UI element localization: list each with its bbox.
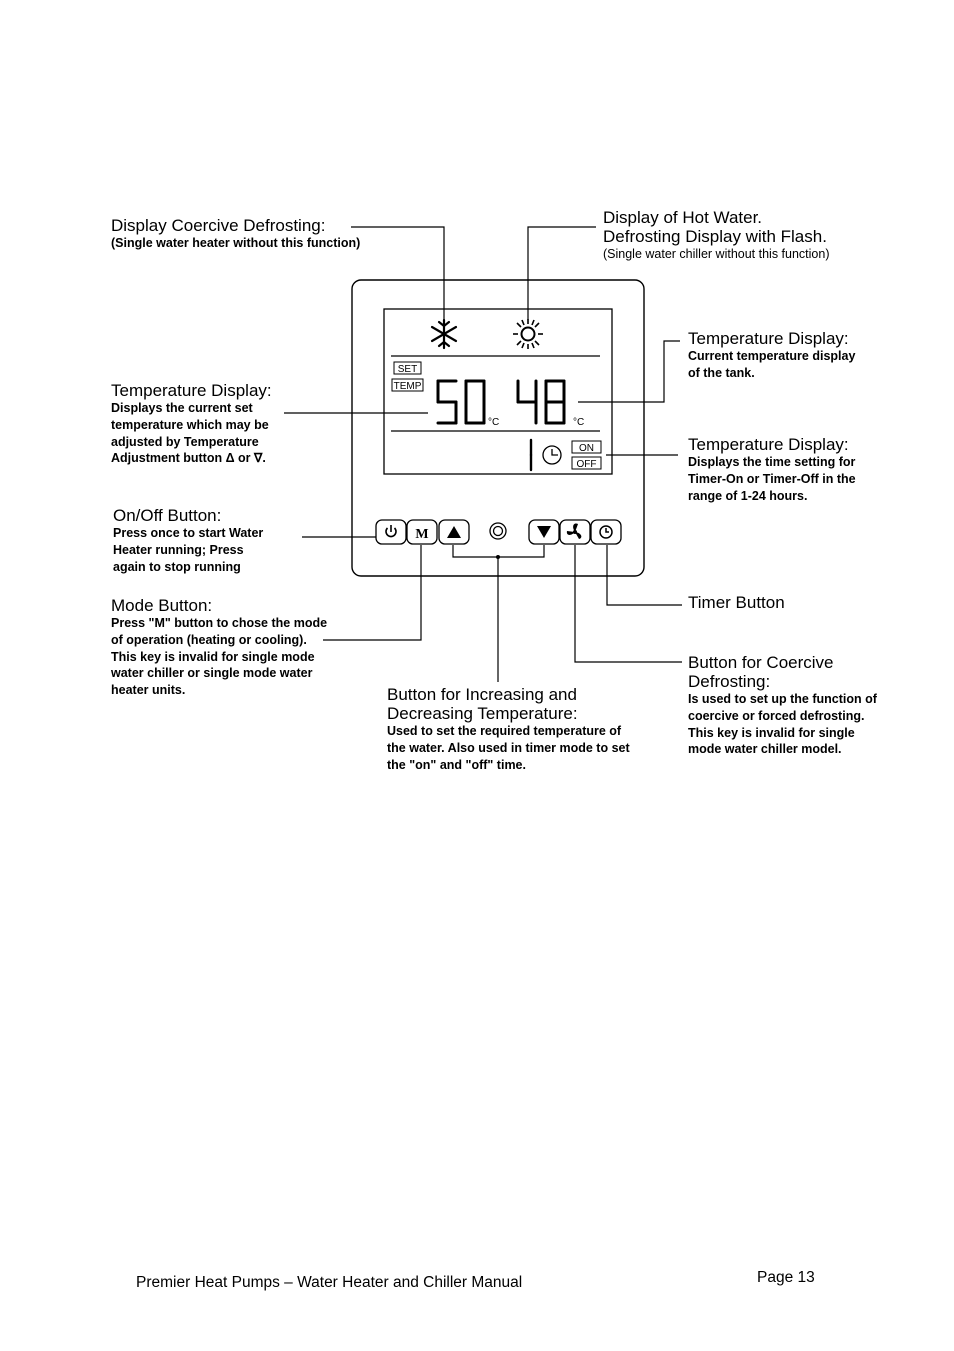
callout-desc-line: of operation (heating or cooling). (111, 632, 307, 647)
callout-desc-line: coercive or forced defrosting. (688, 708, 865, 723)
callout-desc-line: the water. Also used in timer mode to set (387, 740, 630, 755)
callout-title: On/Off Button: (113, 506, 222, 525)
power-icon (386, 525, 396, 537)
callout-title-line2: Decreasing Temperature: (387, 704, 578, 723)
callout-desc-line: of the tank. (688, 365, 755, 380)
callout-title-line2: Defrosting Display with Flash. (603, 227, 827, 246)
tank-temperature-digits (518, 381, 564, 423)
sun-icon (513, 319, 543, 349)
callout-coercive-defrost-display (111, 216, 360, 252)
callout-title: Temperature Display: (688, 435, 849, 454)
callout-timer-button (688, 593, 785, 612)
footer-manual-title: Premier Heat Pumps – Water Heater and Chiller Manual (136, 1274, 523, 1291)
fan-icon (567, 523, 581, 539)
clock-icon (543, 446, 561, 464)
leader-line-mode (323, 545, 421, 640)
callout-coercive-defrost-button (688, 653, 877, 758)
callout-desc-line: Displays the time setting for (688, 455, 856, 469)
callout-desc-line: Timer-On or Timer-Off in the (688, 471, 856, 486)
callout-desc: (Single water chiller without this function) (603, 247, 830, 261)
leader-line-fan (575, 545, 682, 662)
center-dot-icon (490, 523, 506, 539)
tank-temp-unit: °C (573, 417, 585, 428)
callout-inc-dec-button (387, 685, 630, 773)
callout-temp-display-timer (688, 435, 856, 504)
callout-desc-line: heater units. (111, 683, 186, 698)
off-label: OFF (576, 459, 597, 470)
callout-temp-display-set (111, 381, 272, 467)
callout-title: Temperature Display: (688, 329, 849, 348)
junction-dot (496, 555, 500, 559)
callout-title-line1: Display of Hot Water. (603, 208, 763, 227)
callout-desc-line: Current temperature display (688, 349, 856, 363)
callout-desc-line: Adjustment button Δ or ∇. (111, 451, 266, 466)
callout-desc-line: Heater running; Press (113, 542, 244, 557)
callout-title-line1: Button for Increasing and (387, 685, 577, 704)
timer-icon (600, 526, 612, 538)
callout-title: Display Coercive Defrosting: (111, 216, 326, 235)
callout-title: Timer Button (688, 593, 785, 612)
callout-mode-button (111, 596, 327, 699)
callout-desc-line: mode water chiller model. (688, 742, 842, 757)
callout-desc-line: Press "M" button to chose the mode (111, 616, 328, 630)
temp-label: TEMP (393, 381, 422, 392)
callout-desc-line: temperature which may be (111, 417, 269, 432)
callout-title: Temperature Display: (111, 381, 272, 400)
callout-desc-line: adjusted by Temperature (111, 434, 259, 449)
callout-desc: (Single water heater without this function) (111, 236, 361, 250)
leader-line-tank-temp (578, 341, 680, 402)
callout-title: Mode Button: (111, 596, 213, 615)
callout-desc-line: Press once to start Water (113, 526, 264, 540)
callout-desc-line: Is used to set up the function of (688, 692, 877, 706)
callout-desc-line: range of 1-24 hours. (688, 488, 808, 503)
snowflake-icon (432, 320, 456, 348)
set-temperature-digits (438, 381, 484, 423)
leader-line-coercive-defrost (351, 227, 444, 320)
set-label: SET (397, 364, 418, 375)
callout-desc-line: water chiller or single mode water (111, 666, 313, 681)
callout-desc-line: Used to set the required temperature of (387, 724, 622, 738)
callout-title-line1: Button for Coercive (688, 653, 834, 672)
callout-desc-line: again to stop running (113, 559, 241, 574)
callout-on-off-button (113, 506, 263, 575)
down-arrow-icon (537, 526, 551, 538)
footer-page-number: Page 13 (757, 1269, 815, 1286)
mode-key-label: M (415, 527, 429, 542)
callout-temp-display-tank (688, 329, 855, 382)
set-temp-unit: °C (488, 417, 500, 428)
on-label: ON (579, 443, 594, 454)
up-arrow-icon (447, 526, 461, 538)
callout-desc-line: Displays the current set (111, 401, 253, 415)
callout-desc-line: This key is invalid for single (688, 725, 855, 740)
leader-line-hot-water (528, 227, 596, 320)
callout-desc-line: This key is invalid for single mode (111, 649, 315, 664)
callout-title-line2: Defrosting: (688, 672, 771, 691)
callout-hot-water-display (603, 208, 830, 263)
callout-desc-line: the "on" and "off" time. (387, 757, 526, 772)
